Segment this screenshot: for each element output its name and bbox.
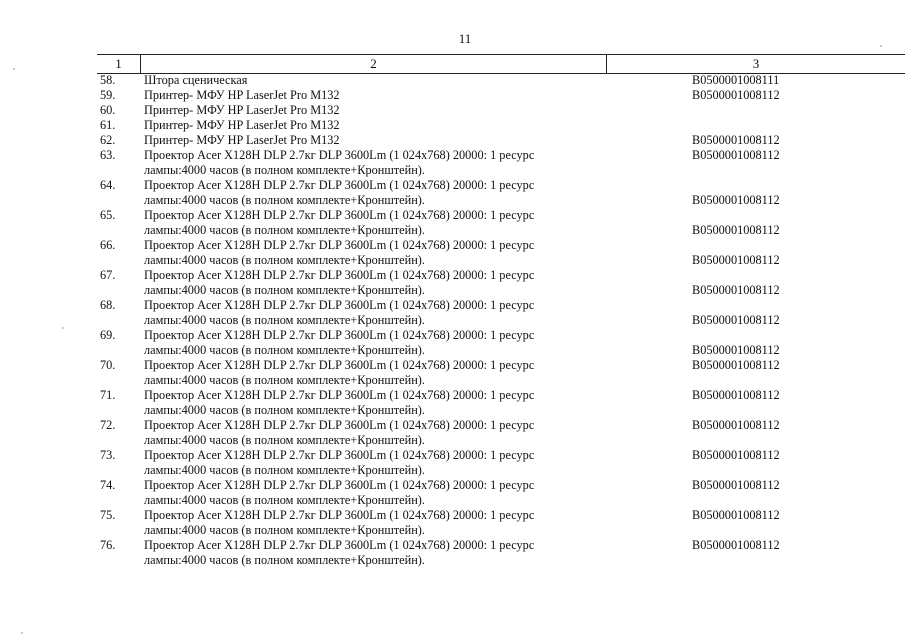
row-number: 63. <box>100 148 116 162</box>
row-description <box>144 508 599 538</box>
row-number: 73. <box>100 448 116 462</box>
row-description <box>144 133 599 148</box>
row-number: 62. <box>100 133 116 147</box>
table-row <box>0 208 905 238</box>
row-description <box>144 448 599 478</box>
row-number: 64. <box>100 178 116 192</box>
description-line-1: Проектор Acer X128H DLP 2.7кг DLP 3600Lm (1 024x768) 20000: 1 ресурс <box>144 478 535 492</box>
row-number: 71. <box>100 388 116 402</box>
description-line-2: лампы:4000 часов (в полном комплекте+Кронштейн). <box>144 193 425 207</box>
table-row <box>0 103 905 118</box>
description-line-1: Проектор Acer X128H DLP 2.7кг DLP 3600Lm (1 024x768) 20000: 1 ресурс <box>144 448 535 462</box>
row-description <box>144 178 599 208</box>
description-line-2: лампы:4000 часов (в полном комплекте+Кронштейн). <box>144 403 425 417</box>
table-row <box>0 238 905 268</box>
row-description <box>144 103 599 118</box>
scan-speck <box>62 327 64 329</box>
inventory-code: B0500001008112 <box>692 388 780 402</box>
description-line-1: Принтер- МФУ HP LaserJet Pro M132 <box>144 103 340 117</box>
description-line-1: Проектор Acer X128H DLP 2.7кг DLP 3600Lm (1 024x768) 20000: 1 ресурс <box>144 358 535 372</box>
table-row <box>0 133 905 148</box>
inventory-code: B0500001008112 <box>692 193 780 207</box>
row-number: 72. <box>100 418 116 432</box>
row-number: 58. <box>100 73 116 87</box>
description-line-1: Проектор Acer X128H DLP 2.7кг DLP 3600Lm (1 024x768) 20000: 1 ресурс <box>144 178 535 192</box>
table-row <box>0 358 905 388</box>
row-description <box>144 418 599 448</box>
header-col-2: 2 <box>370 56 377 71</box>
description-line-1: Принтер- МФУ HP LaserJet Pro M132 <box>144 88 340 102</box>
inventory-code: B0500001008112 <box>692 478 780 492</box>
inventory-code: B0500001008112 <box>692 418 780 432</box>
table-row <box>0 268 905 298</box>
table-row <box>0 298 905 328</box>
description-line-2: лампы:4000 часов (в полном комплекте+Кронштейн). <box>144 163 425 177</box>
description-line-1: Проектор Acer X128H DLP 2.7кг DLP 3600Lm (1 024x768) 20000: 1 ресурс <box>144 298 535 312</box>
description-line-1: Проектор Acer X128H DLP 2.7кг DLP 3600Lm (1 024x768) 20000: 1 ресурс <box>144 508 535 522</box>
table-body <box>0 73 905 568</box>
row-description <box>144 358 599 388</box>
row-description <box>144 328 599 358</box>
row-number: 60. <box>100 103 116 117</box>
inventory-code: B0500001008112 <box>692 358 780 372</box>
row-description <box>144 88 599 103</box>
row-number: 75. <box>100 508 116 522</box>
description-line-2: лампы:4000 часов (в полном комплекте+Кронштейн). <box>144 463 425 477</box>
row-number: 61. <box>100 118 116 132</box>
inventory-code: B0500001008112 <box>692 508 780 522</box>
description-line-2: лампы:4000 часов (в полном комплекте+Кронштейн). <box>144 373 425 387</box>
table-row <box>0 538 905 568</box>
inventory-code: B0500001008112 <box>692 313 780 327</box>
description-line-2: лампы:4000 часов (в полном комплекте+Кронштейн). <box>144 343 425 357</box>
description-line-2: лампы:4000 часов (в полном комплекте+Кронштейн). <box>144 283 425 297</box>
description-line-1: Проектор Acer X128H DLP 2.7кг DLP 3600Lm (1 024x768) 20000: 1 ресурс <box>144 388 535 402</box>
table-row <box>0 508 905 538</box>
row-description <box>144 73 599 88</box>
table-row <box>0 148 905 178</box>
row-number: 74. <box>100 478 116 492</box>
inventory-code: B0500001008112 <box>692 223 780 237</box>
inventory-code: B0500001008112 <box>692 343 780 357</box>
table-row <box>0 88 905 103</box>
row-description <box>144 298 599 328</box>
table-row <box>0 328 905 358</box>
row-number: 67. <box>100 268 116 282</box>
page-number: 11 <box>458 31 472 46</box>
row-number: 70. <box>100 358 116 372</box>
row-number: 68. <box>100 298 116 312</box>
row-description <box>144 478 599 508</box>
row-description <box>144 148 599 178</box>
description-line-2: лампы:4000 часов (в полном комплекте+Кронштейн). <box>144 523 425 537</box>
row-number: 65. <box>100 208 116 222</box>
row-description <box>144 118 599 133</box>
description-line-1: Принтер- МФУ HP LaserJet Pro M132 <box>144 133 340 147</box>
row-number: 69. <box>100 328 116 342</box>
table-row <box>0 478 905 508</box>
inventory-code: B0500001008111 <box>692 73 780 87</box>
row-number: 76. <box>100 538 116 552</box>
table-row <box>0 73 905 88</box>
row-description <box>144 538 599 568</box>
description-line-1: Проектор Acer X128H DLP 2.7кг DLP 3600Lm (1 024x768) 20000: 1 ресурс <box>144 418 535 432</box>
row-number: 59. <box>100 88 116 102</box>
inventory-code: B0500001008112 <box>692 88 780 102</box>
scan-speck <box>13 68 15 70</box>
description-line-1: Проектор Acer X128H DLP 2.7кг DLP 3600Lm (1 024x768) 20000: 1 ресурс <box>144 208 535 222</box>
table-header <box>97 54 905 74</box>
header-col-3: 3 <box>752 56 760 71</box>
description-line-1: Проектор Acer X128H DLP 2.7кг DLP 3600Lm (1 024x768) 20000: 1 ресурс <box>144 328 535 342</box>
table-row <box>0 118 905 133</box>
description-line-2: лампы:4000 часов (в полном комплекте+Кронштейн). <box>144 223 425 237</box>
table-row <box>0 178 905 208</box>
description-line-1: Проектор Acer X128H DLP 2.7кг DLP 3600Lm (1 024x768) 20000: 1 ресурс <box>144 268 535 282</box>
description-line-1: Проектор Acer X128H DLP 2.7кг DLP 3600Lm (1 024x768) 20000: 1 ресурс <box>144 148 535 162</box>
description-line-2: лампы:4000 часов (в полном комплекте+Кронштейн). <box>144 253 425 267</box>
table-row <box>0 418 905 448</box>
description-line-2: лампы:4000 часов (в полном комплекте+Кронштейн). <box>144 313 425 327</box>
header-col-1: 1 <box>115 56 122 71</box>
description-line-1: Проектор Acer X128H DLP 2.7кг DLP 3600Lm (1 024x768) 20000: 1 ресурс <box>144 238 535 252</box>
description-line-2: лампы:4000 часов (в полном комплекте+Кронштейн). <box>144 433 425 447</box>
inventory-code: B0500001008112 <box>692 253 780 267</box>
inventory-code: B0500001008112 <box>692 283 780 297</box>
description-line-2: лампы:4000 часов (в полном комплекте+Кронштейн). <box>144 493 425 507</box>
description-line-2: лампы:4000 часов (в полном комплекте+Кронштейн). <box>144 553 425 567</box>
table-row <box>0 448 905 478</box>
description-line-1: Принтер- МФУ HP LaserJet Pro M132 <box>144 118 340 132</box>
description-line-1: Штора сценическая <box>144 73 248 87</box>
inventory-code: B0500001008112 <box>692 448 780 462</box>
row-description <box>144 208 599 238</box>
inventory-code: B0500001008112 <box>692 133 780 147</box>
inventory-code: B0500001008112 <box>692 538 780 552</box>
row-description <box>144 238 599 268</box>
description-line-1: Проектор Acer X128H DLP 2.7кг DLP 3600Lm (1 024x768) 20000: 1 ресурс <box>144 538 535 552</box>
table-row <box>0 388 905 418</box>
inventory-code: B0500001008112 <box>692 148 780 162</box>
row-description <box>144 388 599 418</box>
scan-speck <box>880 45 882 47</box>
scan-speck <box>21 632 23 634</box>
row-description <box>144 268 599 298</box>
row-number: 66. <box>100 238 116 252</box>
